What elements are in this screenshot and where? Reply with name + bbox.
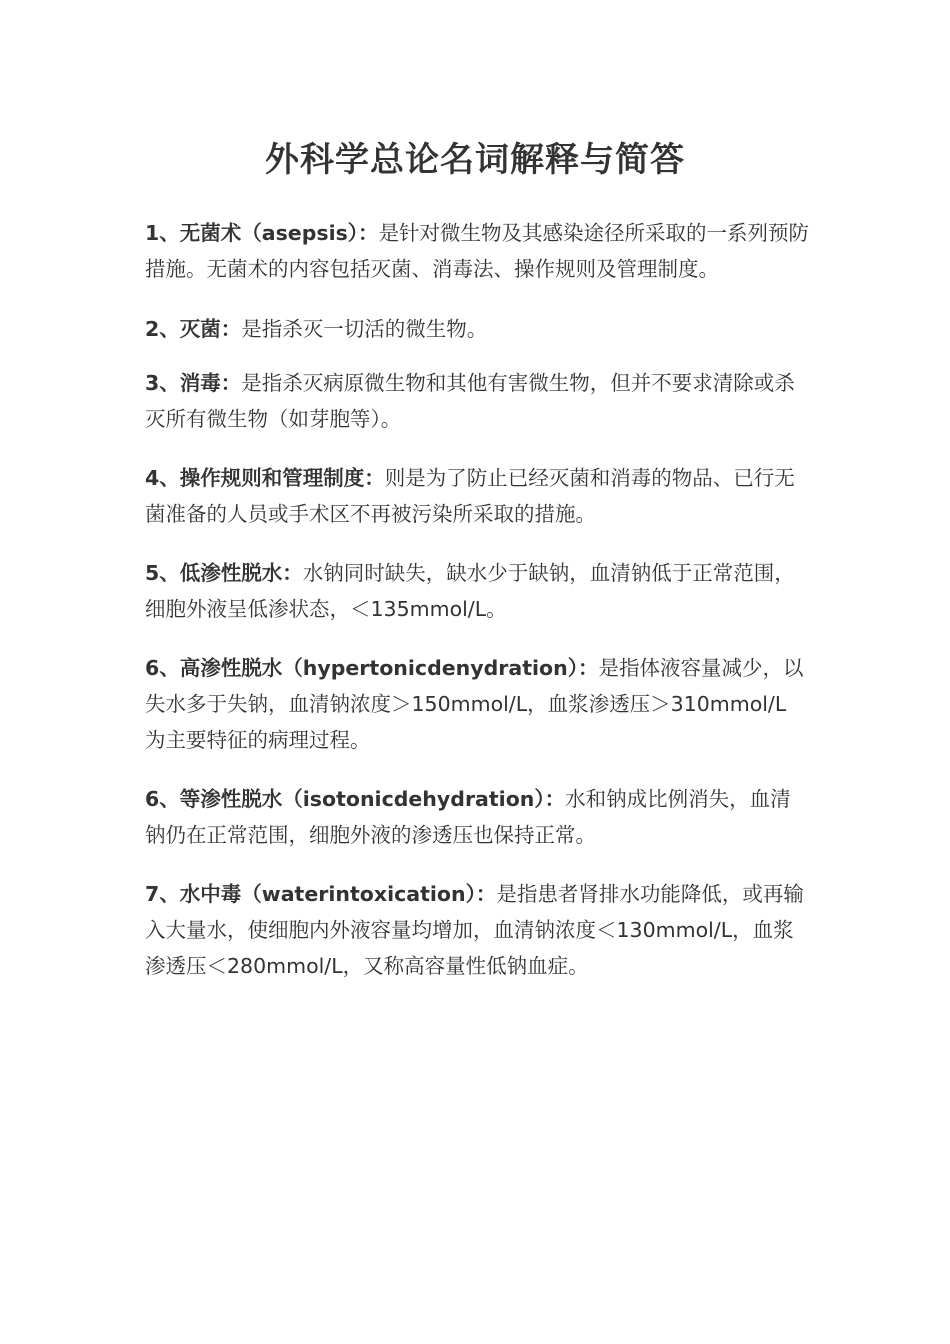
term-definition: 是指杀灭病原微生物和其他有害微生物，但并不要求清除或杀灭所有微生物（如芽胞等）。 bbox=[145, 371, 795, 431]
term-heading: 6、高渗性脱水（hypertonicdenydration）： bbox=[145, 656, 599, 680]
term-list bbox=[145, 215, 810, 984]
term-heading: 2、灭菌： bbox=[145, 317, 242, 341]
term-hypotonic-dehydration bbox=[145, 555, 810, 627]
term-operating-rules bbox=[145, 460, 810, 532]
term-definition: 是指患者肾排水功能降低，或再输入大量水，使细胞内外液容量均增加，血清钠浓度＜130mmol/L，血浆渗透压＜280mmol/L，又称高容量性低钠血症。 bbox=[145, 882, 804, 978]
term-definition: 是指体液容量减少，以失水多于失钠，血清钠浓度＞150mmol/L，血浆渗透压＞310mmol/L 为主要特征的病理过程。 bbox=[145, 656, 804, 752]
term-water-intoxication bbox=[145, 876, 810, 984]
term-heading: 3、消毒： bbox=[145, 371, 242, 395]
term-definition: 是指杀灭一切活的微生物。 bbox=[241, 317, 488, 341]
term-heading: 5、低渗性脱水： bbox=[145, 561, 303, 585]
term-definition: 则是为了防止已经灭菌和消毒的物品、已行无菌准备的人员或手术区不再被污染所采取的措施。 bbox=[145, 466, 795, 526]
term-heading: 6、等渗性脱水（isotonicdehydration）： bbox=[145, 787, 566, 811]
term-hypertonic-dehydration bbox=[145, 650, 810, 758]
term-isotonic-dehydration bbox=[145, 781, 810, 853]
term-heading: 1、无菌术（asepsis）： bbox=[145, 221, 379, 245]
term-definition: 是针对微生物及其感染途径所采取的一系列预防措施。无菌术的内容包括灭菌、消毒法、操作规则及管理制度。 bbox=[145, 221, 810, 281]
term-definition: 水和钠成比例消失，血清钠仍在正常范围，细胞外液的渗透压也保持正常。 bbox=[145, 787, 791, 847]
term-heading: 4、操作规则和管理制度： bbox=[145, 466, 385, 490]
term-asepsis bbox=[145, 215, 810, 287]
term-heading: 7、水中毒（waterintoxication）： bbox=[145, 882, 497, 906]
term-disinfection bbox=[145, 365, 810, 437]
page-title: 外科学总论名词解释与简答 bbox=[265, 140, 685, 180]
term-sterilization bbox=[145, 311, 810, 347]
term-definition: 水钠同时缺失，缺水少于缺钠，血清钠低于正常范围，细胞外液呈低渗状态，＜135mmol/L。 bbox=[145, 561, 795, 621]
